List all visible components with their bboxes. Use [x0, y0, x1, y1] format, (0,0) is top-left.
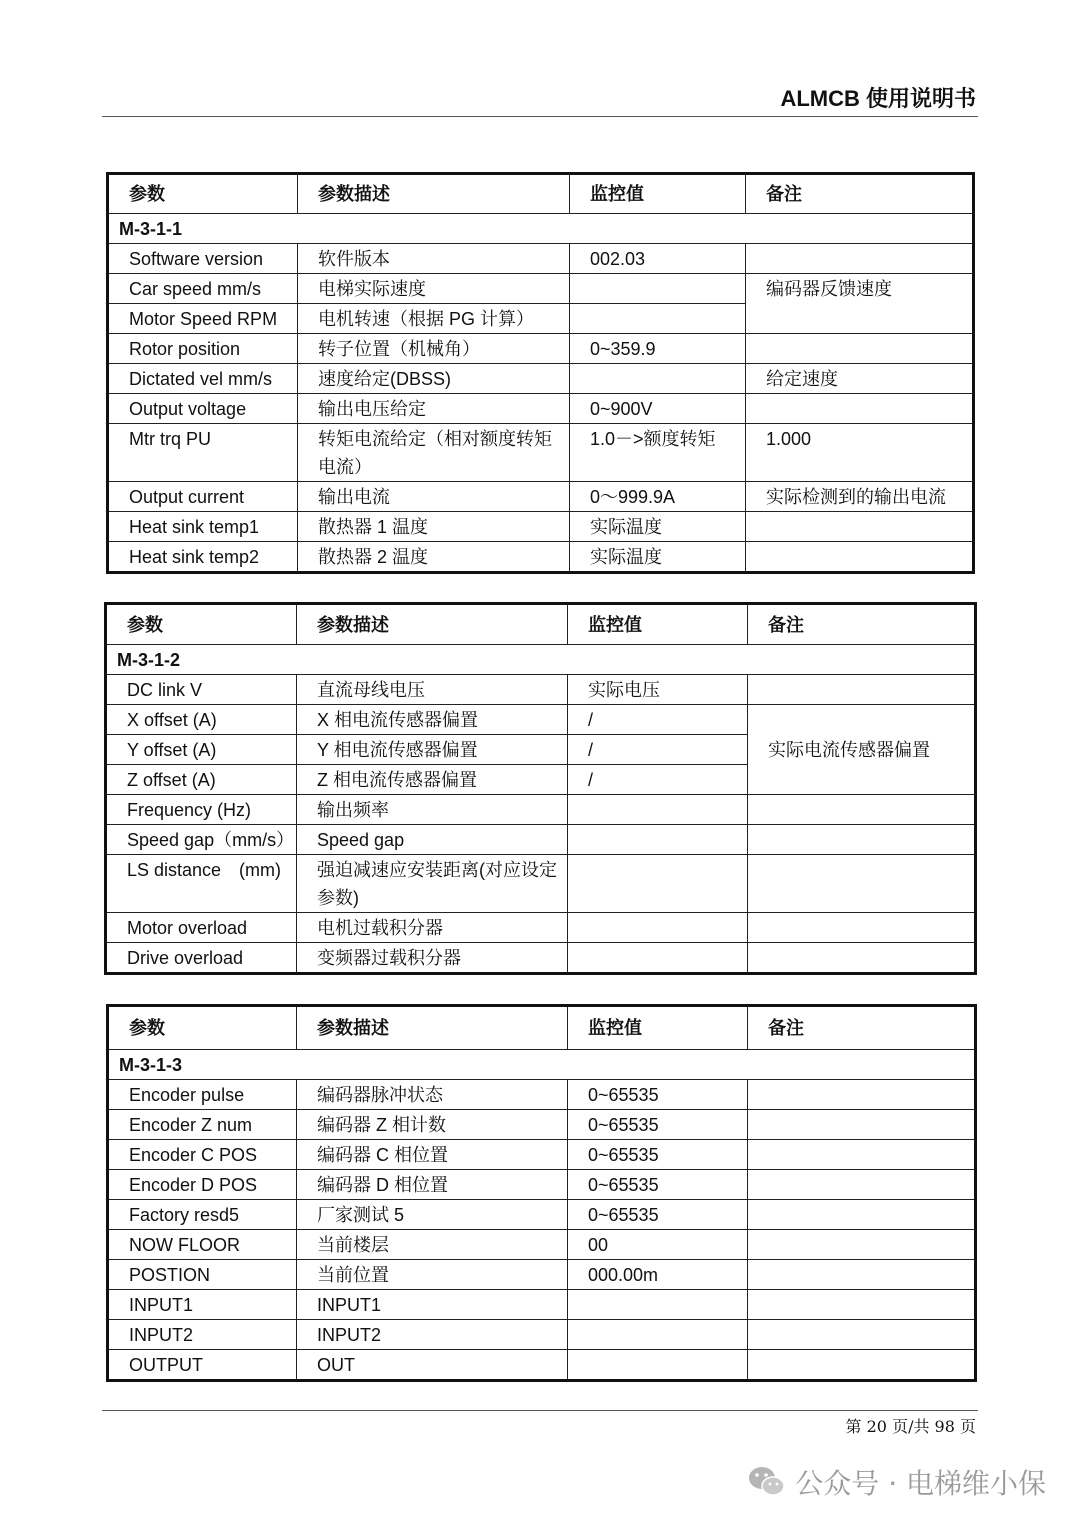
param-name: POSTION: [108, 1260, 297, 1290]
param-name: OUTPUT: [108, 1350, 297, 1381]
param-description: 速度给定(DBSS): [298, 364, 570, 394]
column-header: 参数: [108, 1006, 297, 1050]
table-row: [108, 1320, 976, 1350]
monitor-value: 0~65535: [568, 1140, 748, 1170]
param-description: 厂家测试 5: [297, 1200, 568, 1230]
param-name: INPUT2: [108, 1320, 297, 1350]
monitor-value: 0~65535: [568, 1110, 748, 1140]
table-row: [108, 1350, 976, 1381]
section-label: M-3-1-3: [108, 1050, 976, 1080]
param-name: X offset (A): [106, 705, 297, 735]
table-row: [108, 542, 974, 573]
table-header-row: [108, 174, 974, 214]
param-name: Frequency (Hz): [106, 795, 297, 825]
table-row: [106, 825, 976, 855]
param-description: 散热器 2 温度: [298, 542, 570, 573]
watermark-text: 公众号 · 电梯维小保: [795, 1467, 1046, 1500]
table-row: [108, 334, 974, 364]
monitor-value: 0~65535: [568, 1170, 748, 1200]
remark: [748, 825, 976, 855]
param-description: 强迫减速应安装距离(对应设定参数): [297, 855, 568, 913]
remark: [748, 1350, 976, 1381]
param-name: Software version: [108, 244, 298, 274]
table-row: [106, 943, 976, 974]
remark: [746, 244, 974, 274]
parameter-table-m-3-1-3: [106, 1004, 977, 1382]
param-description: Y 相电流传感器偏置: [297, 735, 568, 765]
param-name: Encoder D POS: [108, 1170, 297, 1200]
table-row: [108, 482, 974, 512]
monitor-value: [568, 913, 748, 943]
param-description: INPUT2: [297, 1320, 568, 1350]
column-header: 参数描述: [297, 1006, 568, 1050]
param-name: Motor overload: [106, 913, 297, 943]
table-row: [108, 424, 974, 482]
monitor-value: 000.00m: [568, 1260, 748, 1290]
column-header: 监控值: [568, 604, 748, 645]
param-description: OUT: [297, 1350, 568, 1381]
section-row: [106, 645, 976, 675]
remark: [748, 1170, 976, 1200]
column-header: 备注: [748, 1006, 976, 1050]
remark: [748, 1140, 976, 1170]
param-name: NOW FLOOR: [108, 1230, 297, 1260]
param-description: 当前楼层: [297, 1230, 568, 1260]
table-row: [108, 1200, 976, 1230]
parameter-table-m-3-1-1: [106, 172, 975, 574]
param-name: Encoder C POS: [108, 1140, 297, 1170]
header-rule: [102, 116, 978, 117]
param-name: Encoder pulse: [108, 1080, 297, 1110]
remark: [748, 675, 976, 705]
table-header-row: [108, 1006, 976, 1050]
table-row: [106, 913, 976, 943]
remark: 编码器反馈速度: [746, 274, 974, 334]
param-description: 直流母线电压: [297, 675, 568, 705]
column-header: 备注: [748, 604, 976, 645]
remark: [748, 1080, 976, 1110]
monitor-value: [568, 795, 748, 825]
monitor-value: [570, 364, 746, 394]
remark: [746, 334, 974, 364]
monitor-value: [568, 1290, 748, 1320]
param-name: Heat sink temp1: [108, 512, 298, 542]
monitor-value: [568, 943, 748, 974]
monitor-value: 0～999.9A: [570, 482, 746, 512]
monitor-value: [568, 825, 748, 855]
param-description: 输出电压给定: [298, 394, 570, 424]
param-name: Mtr trq PU: [108, 424, 298, 482]
param-description: 转子位置（机械角）: [298, 334, 570, 364]
remark: 实际电流传感器偏置: [748, 705, 976, 795]
param-description: Z 相电流传感器偏置: [297, 765, 568, 795]
document-title: ALMCB 使用说明书: [780, 86, 976, 111]
param-description: INPUT1: [297, 1290, 568, 1320]
monitor-value: 1.0－>额度转矩: [570, 424, 746, 482]
param-description: X 相电流传感器偏置: [297, 705, 568, 735]
param-description: 输出频率: [297, 795, 568, 825]
column-header: 监控值: [570, 174, 746, 214]
table-row: [108, 364, 974, 394]
table-row: [108, 1140, 976, 1170]
param-name: DC link V: [106, 675, 297, 705]
monitor-value: [570, 274, 746, 304]
param-name: Drive overload: [106, 943, 297, 974]
table-row: [108, 1230, 976, 1260]
monitor-value: /: [568, 705, 748, 735]
page-number: 第 20 页/共 98 页: [845, 1417, 976, 1436]
table-row: [108, 274, 974, 304]
monitor-value: [570, 304, 746, 334]
param-name: Rotor position: [108, 334, 298, 364]
remark: [748, 1290, 976, 1320]
remark: [748, 855, 976, 913]
param-name: Y offset (A): [106, 735, 297, 765]
param-description: 输出电流: [298, 482, 570, 512]
param-description: 编码器 C 相位置: [297, 1140, 568, 1170]
table-row: [106, 705, 976, 735]
column-header: 备注: [746, 174, 974, 214]
monitor-value: 实际电压: [568, 675, 748, 705]
column-header: 参数描述: [298, 174, 570, 214]
remark: [748, 913, 976, 943]
param-description: 电机过载积分器: [297, 913, 568, 943]
remark: [748, 1260, 976, 1290]
param-name: Z offset (A): [106, 765, 297, 795]
table-row: [108, 1290, 976, 1320]
monitor-value: 0~359.9: [570, 334, 746, 364]
param-description: 电机转速（根据 PG 计算）: [298, 304, 570, 334]
monitor-value: /: [568, 765, 748, 795]
remark: [748, 795, 976, 825]
section-label: M-3-1-1: [108, 214, 974, 244]
monitor-value: /: [568, 735, 748, 765]
param-name: Car speed mm/s: [108, 274, 298, 304]
table-row: [108, 1170, 976, 1200]
remark: 1.000: [746, 424, 974, 482]
param-name: LS distance (mm): [106, 855, 297, 913]
remark: [748, 1320, 976, 1350]
param-name: INPUT1: [108, 1290, 297, 1320]
param-description: 编码器 D 相位置: [297, 1170, 568, 1200]
remark: 给定速度: [746, 364, 974, 394]
param-name: Speed gap（mm/s）: [106, 825, 297, 855]
param-description: 散热器 1 温度: [298, 512, 570, 542]
remark: [748, 1230, 976, 1260]
section-row: [108, 1050, 976, 1080]
monitor-value: 0~900V: [570, 394, 746, 424]
column-header: 参数: [106, 604, 297, 645]
table-row: [108, 512, 974, 542]
table-row: [106, 675, 976, 705]
column-header: 参数描述: [297, 604, 568, 645]
monitor-value: 0~65535: [568, 1200, 748, 1230]
table-row: [108, 394, 974, 424]
param-description: Speed gap: [297, 825, 568, 855]
monitor-value: [568, 1350, 748, 1381]
param-description: 电梯实际速度: [298, 274, 570, 304]
param-name: Output current: [108, 482, 298, 512]
param-description: 当前位置: [297, 1260, 568, 1290]
param-name: Dictated vel mm/s: [108, 364, 298, 394]
table-row: [108, 1110, 976, 1140]
watermark: [747, 1462, 1046, 1502]
remark: [748, 1200, 976, 1230]
monitor-value: 实际温度: [570, 542, 746, 573]
param-name: Factory resd5: [108, 1200, 297, 1230]
wechat-icon: [747, 1464, 787, 1500]
monitor-value: 00: [568, 1230, 748, 1260]
parameter-table-m-3-1-2: [104, 602, 977, 975]
param-name: Encoder Z num: [108, 1110, 297, 1140]
param-description: 转矩电流给定（相对额度转矩电流）: [298, 424, 570, 482]
table-row: [108, 244, 974, 274]
remark: [748, 943, 976, 974]
monitor-value: 0~65535: [568, 1080, 748, 1110]
remark: [748, 1110, 976, 1140]
param-description: 编码器脉冲状态: [297, 1080, 568, 1110]
param-description: 编码器 Z 相计数: [297, 1110, 568, 1140]
monitor-value: 002.03: [570, 244, 746, 274]
monitor-value: 实际温度: [570, 512, 746, 542]
table-row: [108, 1080, 976, 1110]
remark: [746, 394, 974, 424]
column-header: 监控值: [568, 1006, 748, 1050]
monitor-value: [568, 855, 748, 913]
remark: [746, 512, 974, 542]
monitor-value: [568, 1320, 748, 1350]
section-row: [108, 214, 974, 244]
param-name: Heat sink temp2: [108, 542, 298, 573]
table-row: [106, 855, 976, 913]
param-name: Motor Speed RPM: [108, 304, 298, 334]
param-description: 变频器过载积分器: [297, 943, 568, 974]
table-row: [108, 1260, 976, 1290]
remark: 实际检测到的输出电流: [746, 482, 974, 512]
table-header-row: [106, 604, 976, 645]
footer-rule: [102, 1410, 978, 1411]
remark: [746, 542, 974, 573]
param-description: 软件版本: [298, 244, 570, 274]
section-label: M-3-1-2: [106, 645, 976, 675]
table-row: [106, 795, 976, 825]
column-header: 参数: [108, 174, 298, 214]
param-name: Output voltage: [108, 394, 298, 424]
